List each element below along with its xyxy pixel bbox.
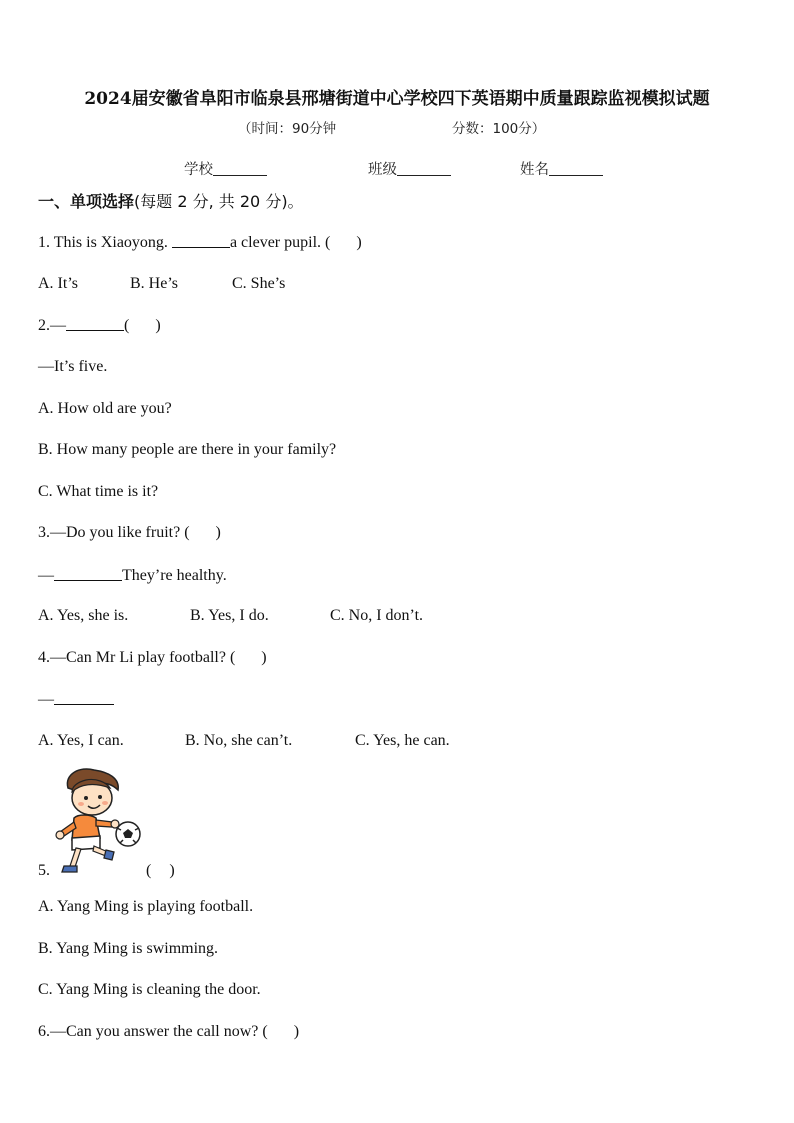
q2-option-c[interactable]: C. What time is it? <box>38 483 159 500</box>
section-note: (每题 2 分, 共 20 分)。 <box>134 192 304 211</box>
q2-option-b[interactable]: B. How many people are there in your family? <box>38 441 337 458</box>
q2-end: ) <box>155 317 161 334</box>
q4-option-c[interactable]: C. Yes, he can. <box>355 732 450 749</box>
q4-dash: — <box>38 691 54 708</box>
q1-blank[interactable] <box>172 233 230 248</box>
class-field <box>368 158 451 179</box>
class-label: 班级 <box>368 162 397 178</box>
q5-number: 5. <box>38 862 50 879</box>
q1-option-a[interactable]: A. It’s <box>38 275 78 292</box>
name-label: 姓名 <box>520 162 549 178</box>
school-blank[interactable] <box>213 160 267 176</box>
q1-prefix: 1. This is Xiaoyong. <box>38 234 168 251</box>
exam-score: 分数：100分） <box>452 121 546 137</box>
q4-option-b[interactable]: B. No, she can’t. <box>185 732 293 749</box>
q5-option-c[interactable]: C. Yang Ming is cleaning the door. <box>38 981 261 998</box>
q3-dash: — <box>38 567 54 584</box>
q3-option-a[interactable]: A. Yes, she is. <box>38 607 129 624</box>
q6-end: ) <box>293 1023 300 1040</box>
q5-option-b[interactable]: B. Yang Ming is swimming. <box>38 940 219 957</box>
question-5 <box>38 862 175 880</box>
q2-blank[interactable] <box>66 316 124 331</box>
q2-prefix: 2.— <box>38 317 66 334</box>
q4-end: ) <box>261 649 267 666</box>
q4-response <box>38 690 114 709</box>
q4-option-a[interactable]: A. Yes, I can. <box>38 732 124 749</box>
school-field <box>184 158 267 179</box>
school-label: 学校 <box>184 162 213 178</box>
q3-suffix: They’re healthy. <box>122 567 227 584</box>
q2-paren: ( <box>124 317 130 334</box>
q5-end: ) <box>169 862 175 879</box>
q3-option-b[interactable]: B. Yes, I do. <box>190 607 269 624</box>
section-title: 一、单项选择 <box>38 192 135 211</box>
exam-time: （时间：90分钟 <box>238 121 337 137</box>
name-field <box>520 158 603 179</box>
q1-end: ) <box>356 234 362 251</box>
name-blank[interactable] <box>549 160 603 176</box>
q4-prefix: 4.—Can Mr Li play football? ( <box>38 649 236 666</box>
q5-option-a[interactable]: A. Yang Ming is playing football. <box>38 898 254 915</box>
class-blank[interactable] <box>397 160 451 176</box>
q1-option-c[interactable]: C. She’s <box>232 275 286 292</box>
q4-blank[interactable] <box>54 690 114 705</box>
q5-paren: ( <box>146 862 152 879</box>
question-3 <box>38 524 221 542</box>
q3-blank[interactable] <box>54 566 122 581</box>
question-6 <box>38 1023 299 1041</box>
q3-prefix: 3.—Do you like fruit? ( <box>38 524 190 541</box>
q3-response <box>38 566 227 585</box>
section-heading <box>38 189 304 212</box>
q1-option-b[interactable]: B. He’s <box>130 275 178 292</box>
exam-title: 2024届安徽省阜阳市临泉县邢塘街道中心学校四下英语期中质量跟踪监视模拟试题 <box>84 89 710 109</box>
q6-prefix: 6.—Can you answer the call now? ( <box>38 1023 268 1040</box>
question-1 <box>38 233 362 252</box>
q3-option-c[interactable]: C. No, I don’t. <box>330 607 424 624</box>
q3-end: ) <box>215 524 221 541</box>
q1-suffix: a clever pupil. ( <box>229 234 331 251</box>
q2-answer: —It’s five. <box>38 358 108 375</box>
question-2 <box>38 316 161 335</box>
question-4 <box>38 649 267 667</box>
q2-option-a[interactable]: A. How old are you? <box>38 400 172 417</box>
